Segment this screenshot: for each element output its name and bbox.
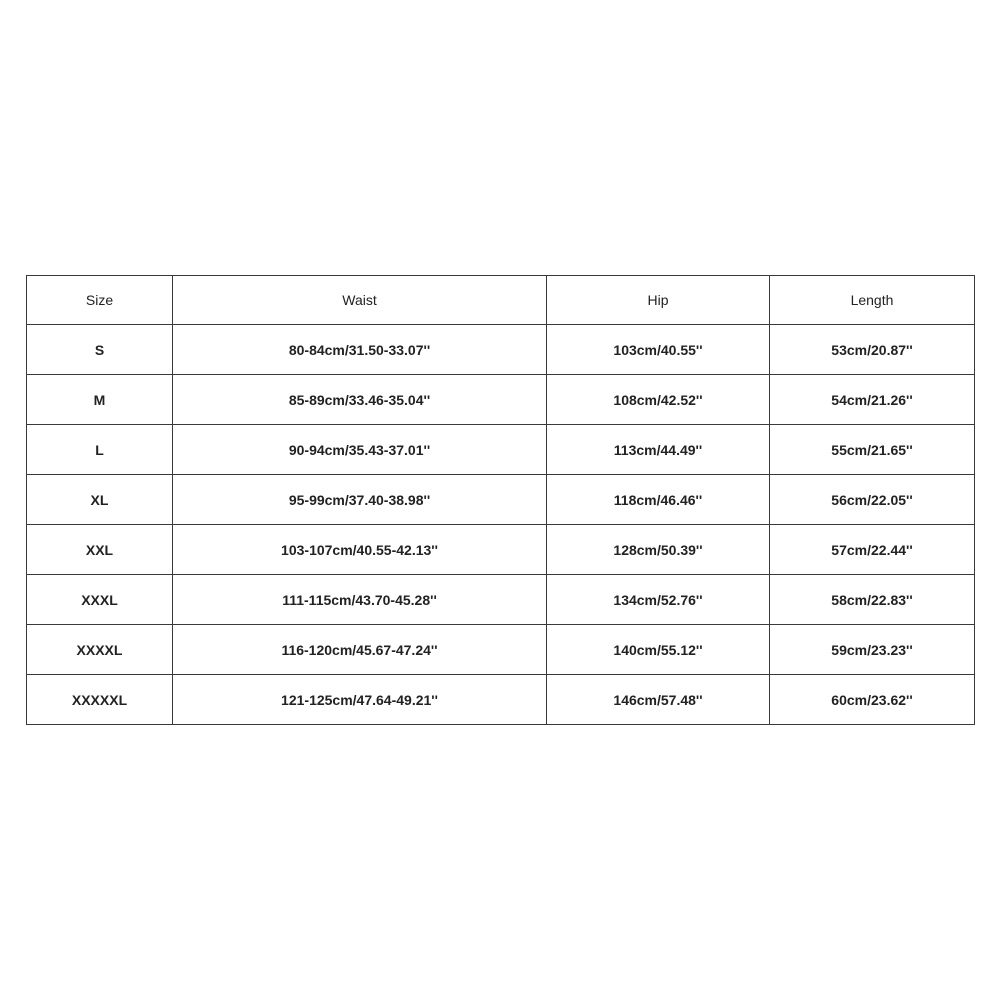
table-row: [27, 525, 975, 575]
cell-hip: 113cm/44.49'': [547, 425, 770, 475]
table-row: [27, 575, 975, 625]
cell-length: 55cm/21.65'': [770, 425, 975, 475]
cell-length: 54cm/21.26'': [770, 375, 975, 425]
cell-size: XXL: [27, 525, 173, 575]
cell-waist: 95-99cm/37.40-38.98'': [173, 475, 547, 525]
cell-length: 60cm/23.62'': [770, 675, 975, 725]
cell-hip: 108cm/42.52'': [547, 375, 770, 425]
cell-length: 59cm/23.23'': [770, 625, 975, 675]
cell-size: S: [27, 325, 173, 375]
header-hip: Hip: [547, 276, 770, 325]
cell-hip: 128cm/50.39'': [547, 525, 770, 575]
cell-hip: 146cm/57.48'': [547, 675, 770, 725]
table-row: [27, 675, 975, 725]
cell-size: XXXL: [27, 575, 173, 625]
header-size: Size: [27, 276, 173, 325]
cell-waist: 116-120cm/45.67-47.24'': [173, 625, 547, 675]
size-chart-table: [26, 275, 975, 725]
cell-hip: 103cm/40.55'': [547, 325, 770, 375]
cell-hip: 118cm/46.46'': [547, 475, 770, 525]
table-row: [27, 475, 975, 525]
table-row: [27, 325, 975, 375]
table-row: [27, 375, 975, 425]
cell-hip: 134cm/52.76'': [547, 575, 770, 625]
header-waist: Waist: [173, 276, 547, 325]
header-length: Length: [770, 276, 975, 325]
cell-waist: 80-84cm/31.50-33.07'': [173, 325, 547, 375]
table-row: [27, 425, 975, 475]
cell-length: 56cm/22.05'': [770, 475, 975, 525]
cell-length: 53cm/20.87'': [770, 325, 975, 375]
cell-size: L: [27, 425, 173, 475]
cell-size: XXXXXL: [27, 675, 173, 725]
cell-size: XL: [27, 475, 173, 525]
table-row: [27, 625, 975, 675]
cell-waist: 90-94cm/35.43-37.01'': [173, 425, 547, 475]
cell-waist: 85-89cm/33.46-35.04'': [173, 375, 547, 425]
cell-waist: 111-115cm/43.70-45.28'': [173, 575, 547, 625]
cell-hip: 140cm/55.12'': [547, 625, 770, 675]
cell-size: XXXXL: [27, 625, 173, 675]
cell-size: M: [27, 375, 173, 425]
table-header-row: [27, 276, 975, 325]
cell-waist: 121-125cm/47.64-49.21'': [173, 675, 547, 725]
cell-length: 58cm/22.83'': [770, 575, 975, 625]
cell-length: 57cm/22.44'': [770, 525, 975, 575]
cell-waist: 103-107cm/40.55-42.13'': [173, 525, 547, 575]
